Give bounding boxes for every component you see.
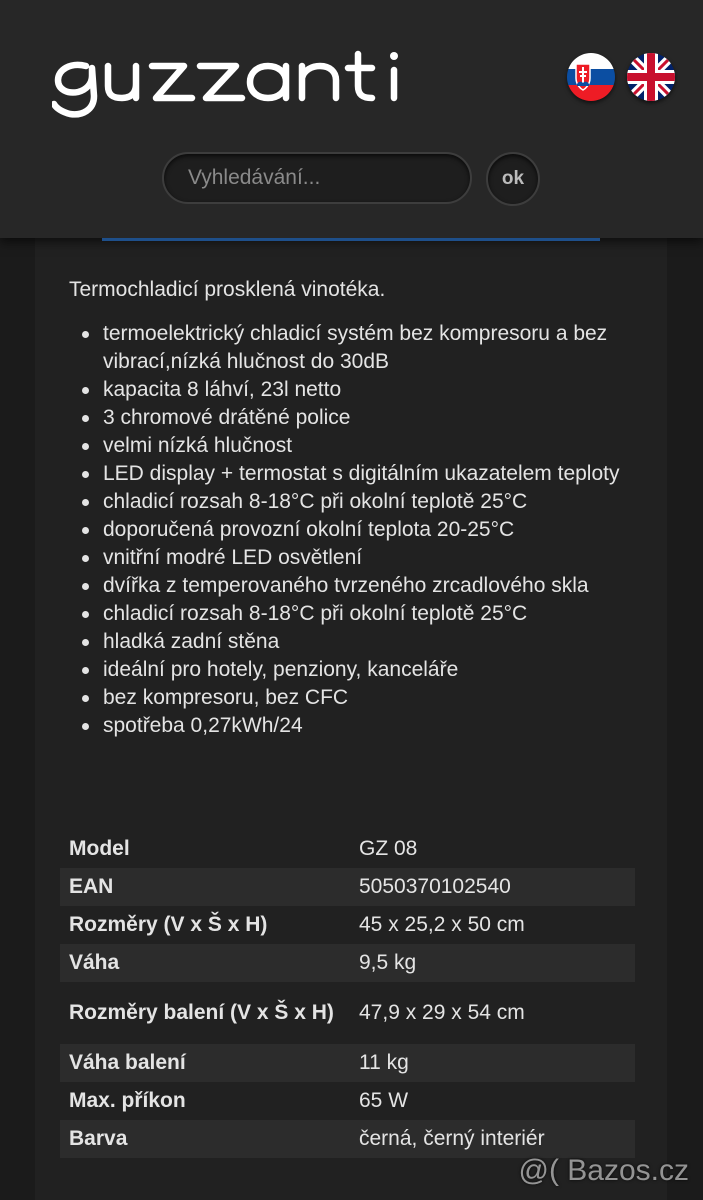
spec-table [60,830,635,1158]
spec-key: Váha [69,951,120,974]
table-row [60,1082,635,1120]
product-intro: Termochladicí prosklená vinotéka. [69,278,386,301]
spec-key: Váha balení [69,1051,186,1074]
list-item: spotřeba 0,27kWh/24 [69,712,649,740]
spec-value: 47,9 x 29 x 54 cm [359,1001,525,1024]
list-item: chladicí rozsah 8-18°C při okolní teplotě 25°C [69,600,649,628]
table-row [60,868,635,906]
site-header [0,0,703,238]
spec-value: 45 x 25,2 x 50 cm [359,913,525,936]
spec-key: Barva [69,1127,128,1150]
search-input[interactable] [162,152,472,204]
list-item: chladicí rozsah 8-18°C při okolní teplotě 25°C [69,488,649,516]
list-item: ideální pro hotely, penziony, kanceláře [69,656,649,684]
table-row [60,830,635,868]
slovak-flag-icon[interactable] [567,53,615,101]
list-item: kapacita 8 láhví, 23l netto [69,376,649,404]
divider-line [102,238,600,241]
spec-value: 9,5 kg [359,951,417,974]
spec-key: EAN [69,875,114,898]
list-item: doporučená provozní okolní teplota 20-25°C [69,516,649,544]
feature-list [69,320,649,740]
spec-value: 5050370102540 [359,875,511,898]
list-item: 3 chromové drátěné police [69,404,649,432]
list-item: LED display + termostat s digitálním ukazatelem teploty [69,460,649,488]
table-row [60,1120,635,1158]
list-item: hladká zadní stěna [69,628,649,656]
spec-value: 65 W [359,1089,409,1112]
search-ok-button[interactable]: ok [486,152,540,206]
table-row [60,982,635,1044]
list-item: vnitřní modré LED osvětlení [69,544,649,572]
bazos-watermark: @( Bazos.cz [518,1154,689,1187]
list-item: termoelektrický chladicí systém bez kompresoru a bez vibrací,nízká hlučnost do 30dB [69,320,649,376]
table-row [60,1044,635,1082]
guzzanti-logo[interactable] [52,50,404,122]
table-row [60,906,635,944]
spec-key: Rozměry (V x Š x H) [69,913,268,936]
list-item: velmi nízká hlučnost [69,432,649,460]
uk-flag-icon[interactable] [627,53,675,101]
spec-value: GZ 08 [359,837,418,860]
table-row [60,944,635,982]
spec-key: Model [69,837,130,860]
spec-value: černá, černý interiér [359,1127,545,1150]
spec-key: Rozměry balení (V x Š x H) [69,1001,334,1024]
list-item: bez kompresoru, bez CFC [69,684,649,712]
spec-value: 11 kg [359,1051,409,1074]
spec-key: Max. příkon [69,1089,186,1112]
list-item: dvířka z temperovaného tvrzeného zrcadlového skla [69,572,649,600]
